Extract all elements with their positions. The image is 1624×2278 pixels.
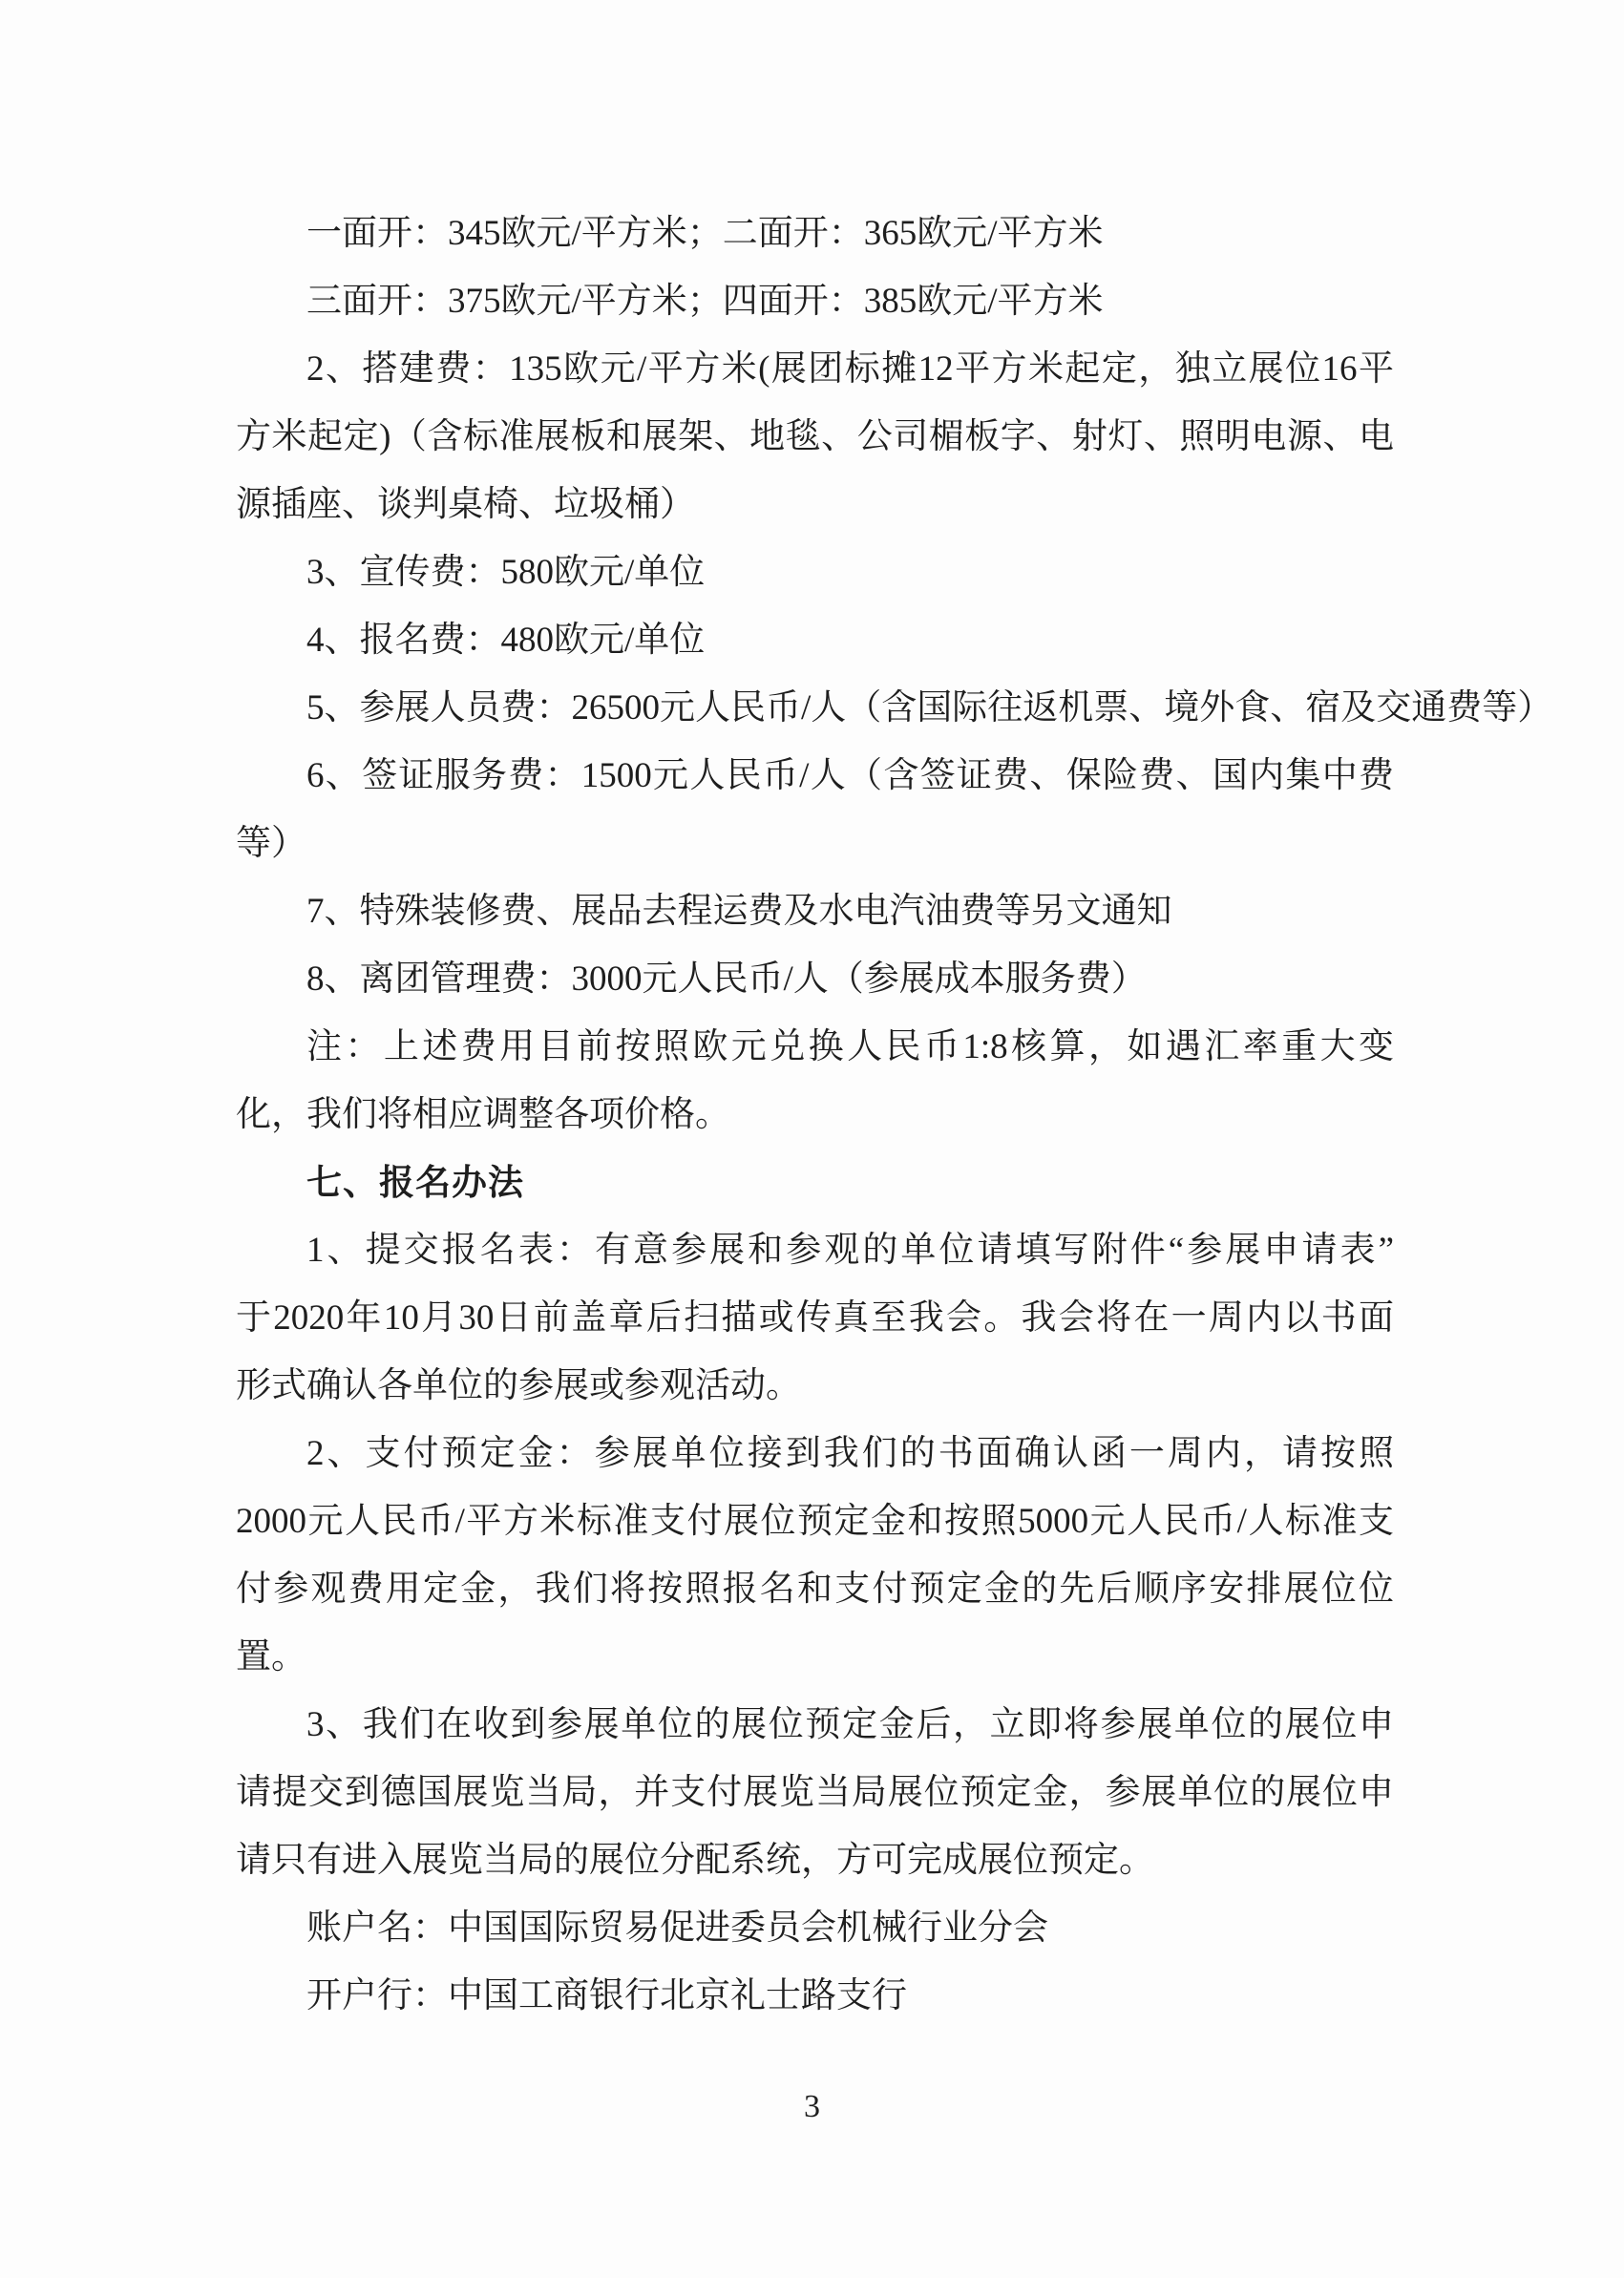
- section-heading: 七、报名办法: [306, 1163, 524, 1202]
- text-line: 等）: [236, 824, 306, 863]
- text-line: 5、参展人员费：26500元人民币/人（含国际往返机票、境外食、宿及交通费等）: [306, 688, 1553, 728]
- text-line: 1、提交报名表：有意参展和参观的单位请填写附件“参展申请表”: [306, 1231, 1394, 1270]
- text-line: 源插座、谈判桌椅、垃圾桶）: [236, 485, 695, 524]
- text-line: 形式确认各单位的参展或参观活动。: [236, 1366, 801, 1405]
- text-line: 请提交到德国展览当局，并支付展览当局展位预定金，参展单位的展位申: [236, 1773, 1394, 1812]
- text-line: 2000元人民币/平方米标准支付展位预定金和按照5000元人民币/人标准支: [236, 1502, 1394, 1541]
- text-line: 账户名：中国国际贸易促进委员会机械行业分会: [306, 1909, 1048, 1948]
- text-line: 7、特殊装修费、展品去程运费及水电汽油费等另文通知: [306, 892, 1172, 931]
- text-line: 2、支付预定金：参展单位接到我们的书面确认函一周内，请按照: [306, 1434, 1394, 1473]
- text-line: 开户行：中国工商银行北京礼士路支行: [306, 1976, 907, 2015]
- text-line: 方米起定)（含标准展板和展架、地毯、公司楣板字、射灯、照明电源、电: [236, 417, 1394, 456]
- text-line: 4、报名费：480欧元/单位: [306, 621, 706, 660]
- text-line: 3、宣传费：580欧元/单位: [306, 553, 706, 592]
- text-line: 付参观费用定金，我们将按照报名和支付预定金的先后顺序安排展位位: [236, 1570, 1394, 1609]
- text-line: 注：上述费用目前按照欧元兑换人民币1:8核算，如遇汇率重大变: [306, 1027, 1394, 1066]
- text-line: 请只有进入展览当局的展位分配系统，方可完成展位预定。: [236, 1841, 1154, 1880]
- text-line: 三面开：375欧元/平方米；四面开：385欧元/平方米: [306, 282, 1104, 321]
- text-line: 化，我们将相应调整各项价格。: [236, 1095, 730, 1134]
- text-line: 2、搭建费：135欧元/平方米(展团标摊12平方米起定，独立展位16平: [306, 349, 1394, 389]
- text-line: 6、签证服务费：1500元人民币/人（含签证费、保险费、国内集中费: [306, 756, 1394, 795]
- text-line: 8、离团管理费：3000元人民币/人（参展成本服务费）: [306, 960, 1147, 999]
- text-line: 于2020年10月30日前盖章后扫描或传真至我会。我会将在一周内以书面: [236, 1298, 1394, 1338]
- page-number: 3: [804, 2089, 820, 2124]
- text-line: 一面开：345欧元/平方米；二面开：365欧元/平方米: [306, 214, 1104, 253]
- text-line: 置。: [236, 1637, 306, 1677]
- document-body: [236, 200, 1553, 2030]
- text-line: 3、我们在收到参展单位的展位预定金后，立即将参展单位的展位申: [306, 1705, 1394, 1744]
